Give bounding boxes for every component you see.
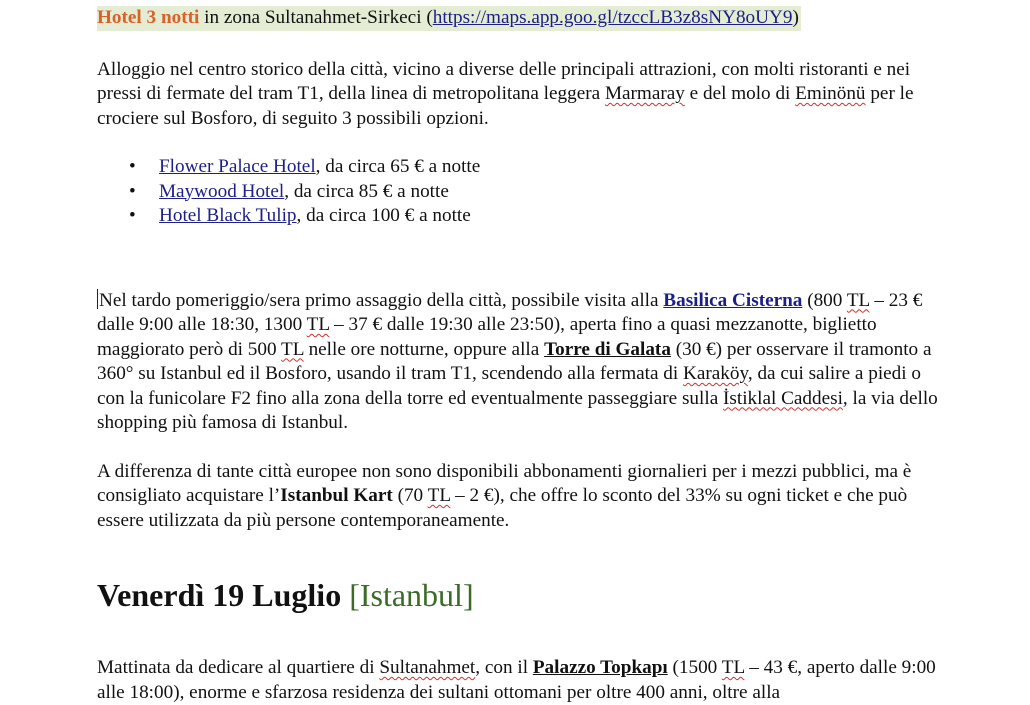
morning-text-a: Mattinata da dedicare al quartiere di [97,657,380,678]
morning-paragraph [97,656,945,705]
evening-text-e: nelle ore notturne, oppure alla [303,338,545,360]
spell-tl: TL [306,314,330,335]
transport-paragraph [97,460,945,534]
morning-text-b: , con il [475,657,533,678]
evening-paragraph[interactable] [97,289,945,436]
morning-text-d: – 43 €, aperto dalle 9:00 alle 18:00), enorme e sfarzosa residenza dei sultani ottomani per oltre 400 anni, oltre alla [97,657,936,703]
evening-text-d: – 37 € dalle 19:30 alle 23:50), aperta fino a quasi mezzanotte, biglietto maggiorato però di 500 [97,314,877,360]
hotel-option-link-maywood[interactable]: Maywood Hotel [159,180,285,202]
hotel-options-list [97,155,945,229]
spell-karakoy: Karaköy [683,363,748,384]
document-body [97,6,945,705]
evening-text-f: (30 €) per osservare il tramonto a 360° su Istanbul ed il Bosforo, usando il tram T1, scendendo alla fermata di [97,338,932,384]
day-title: Venerdì 19 Luglio [97,577,342,613]
intro-text-b: e del molo di [684,83,796,104]
istanbul-kart: Istanbul Kart [280,485,393,506]
spell-tl: TL [846,289,870,311]
evening-text-b: (800 [802,289,847,311]
list-item [159,204,945,229]
accommodation-paragraph [97,58,945,132]
hotel-option-link-flower-palace[interactable]: Flower Palace Hotel [159,156,316,177]
evening-text-a: Nel tardo pomeriggio/sera primo assaggio della città, possibile visita alla [99,289,664,311]
evening-text-c: – 23 € dalle 9:00 alle 18:30, 1300 [97,289,923,335]
spell-tl: TL [281,338,304,360]
transport-text-b: (70 [392,485,428,506]
intro-text-c: per le crociere sul Bosforo, di seguito 3 possibili opzioni. [97,83,914,129]
morning-text-c: (1500 [667,657,722,678]
hotel-option-price: , da circa 85 € a notte [284,180,449,202]
spell-istiklal: İstiklal Caddesi [723,387,843,409]
hotel-option-price: , da circa 100 € a notte [296,205,471,226]
palazzo-topkapi: Palazzo Topkapı [532,657,668,678]
intro-text-a: Alloggio nel centro storico della città, vicino a diverse delle principali attrazioni, con molti ristoranti e nei pressi di fermate del tram T1, della linea di metropolitana leggera [97,58,911,104]
list-item [159,180,945,205]
evening-text-g: , da cui salire a piedi o con la funicolare F2 fino alla zona della torre ed eventualmente passeggiare sulla [97,363,921,409]
basilica-cisterna-link[interactable]: Basilica Cisterna [663,289,803,311]
torre-di-galata: Torre di Galata [544,338,671,360]
day-heading [97,575,945,615]
list-item [159,155,945,180]
spell-sultanahmet: Sultanahmet [379,657,476,678]
spell-tl: TL [427,485,451,506]
hotel-close-paren: ) [792,7,799,28]
text-cursor [97,289,98,309]
hotel-highlight [97,6,801,31]
hotel-option-price: , da circa 65 € a notte [315,156,481,177]
hotel-heading [97,6,945,31]
evening-text-h: , la via dello shopping più famosa di Istanbul. [97,387,938,433]
hotel-map-link[interactable]: https://maps.app.goo.gl/tzccLB3z8sNY8oUY9 [432,7,793,28]
spell-marmaray: Marmaray [604,83,685,104]
hotel-title: Hotel 3 notti [97,7,200,28]
spell-tl: TL [721,657,745,678]
spell-eminonu: Eminönü [795,83,866,104]
hotel-option-link-black-tulip[interactable]: Hotel Black Tulip [159,205,297,226]
transport-text-c: – 2 €), che offre lo sconto del 33% su ogni ticket e che può essere utilizzata da più persone contemporaneamente. [97,485,908,531]
hotel-area-text: in zona Sultanahmet-Sirkeci ( [199,7,433,28]
transport-text-a: A differenza di tante città europee non sono disponibili abbonamenti giornalieri per i mezzi pubblici, ma è consigliato acquistare l’ [97,460,912,506]
day-city: [Istanbul] [349,577,474,613]
